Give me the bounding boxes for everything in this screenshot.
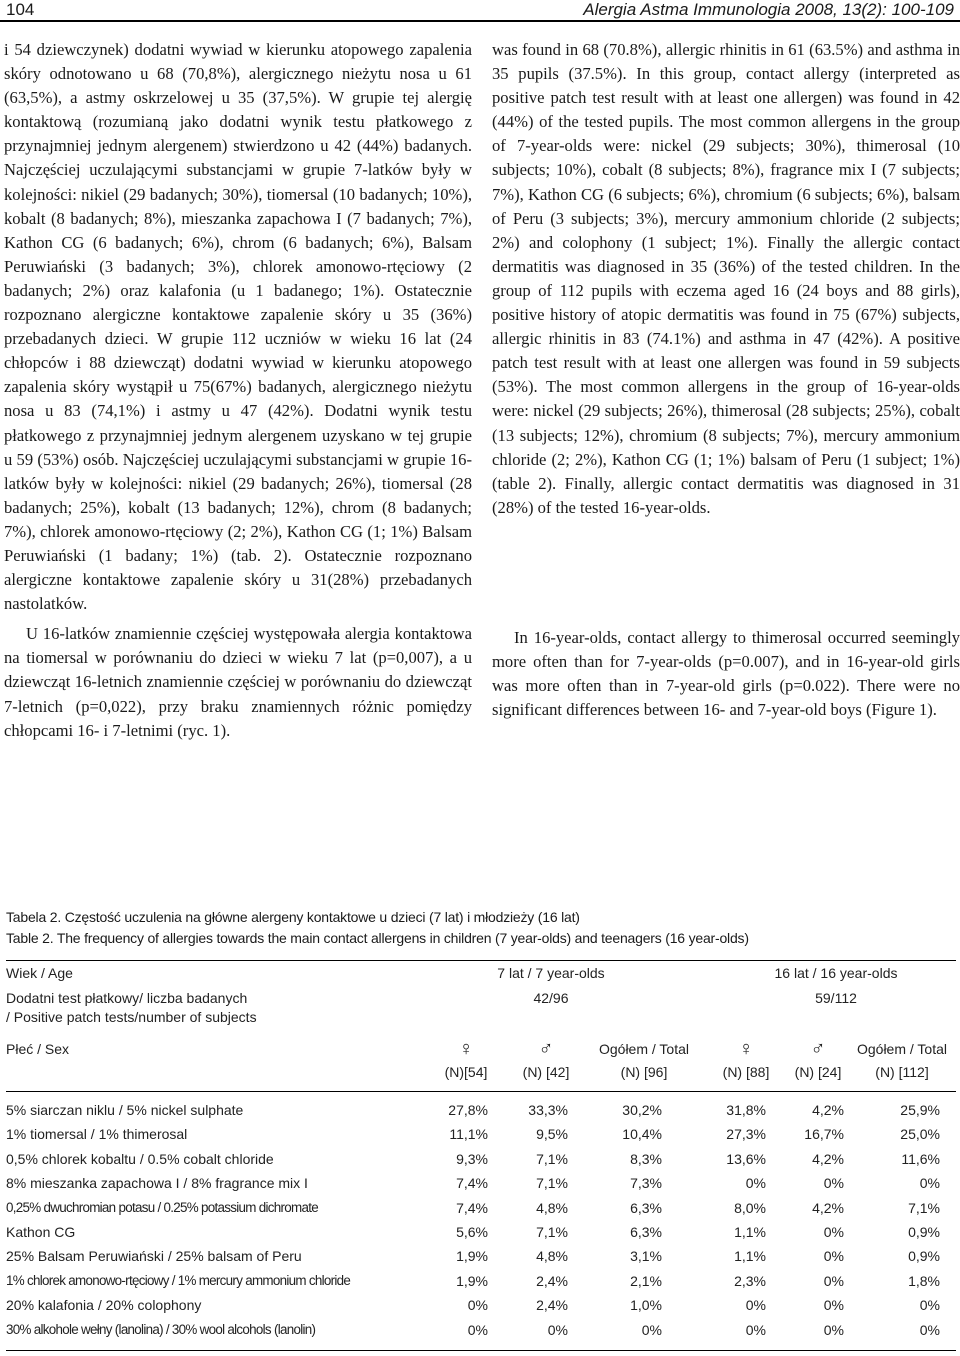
allergen-name: 20% kalafonia / 20% colophony — [6, 1297, 202, 1314]
table-cell: 0% — [745, 1175, 766, 1192]
table-cell: 11,6% — [901, 1150, 940, 1167]
table-body — [6, 1092, 956, 1350]
table-cell: 0% — [547, 1321, 568, 1338]
table-cell: 0% — [919, 1321, 940, 1338]
table-cell: 0,9% — [908, 1223, 940, 1240]
table-row — [6, 1246, 956, 1270]
table-cell: 4,8% — [536, 1199, 568, 1216]
right-paragraph-2: In 16-year-olds, contact allergy to thimerosal occurred seemingly more often than for 7-year-olds (p=0.007), and in 16-year-old girls was more often than in 7-year-old girls (p=0.022). There were no significant differences between 16- and 7-year-old boys (Figure 1). — [492, 627, 960, 720]
table-cell: 7,4% — [456, 1175, 488, 1192]
page-header — [0, 0, 960, 22]
female-7-icon: ♀ — [458, 1038, 474, 1060]
table-caption — [6, 907, 956, 949]
table-row — [6, 1222, 956, 1246]
left-paragraph-2: U 16-latków znamiennie częściej występowała alergia kontaktowa na tiomersal w porównaniu do dzieci w wieku 7 lat (p=0,007), a u dziewcząt 16-letnich znamiennie częściej w porównaniu do dziewcząt 7-letnich (p=0,022), przy braku znamiennych różnic pomiędzy chłopcami 16- i 7-letnimi (ryc. 1). — [4, 624, 472, 740]
table-cell: 8,3% — [630, 1150, 662, 1167]
total-16-label: Ogółem / Total — [856, 1041, 947, 1057]
table-cell: 7,1% — [536, 1223, 568, 1240]
table-row — [6, 1271, 956, 1295]
n-7-female: (N)[54] — [444, 1064, 488, 1080]
table-cell: 6,3% — [630, 1199, 662, 1216]
page-number: 104 — [6, 0, 35, 19]
table-cell: 7,4% — [456, 1199, 488, 1216]
allergen-name: Kathon CG — [6, 1223, 76, 1240]
table-cell: 0% — [823, 1272, 844, 1289]
table-cell: 4,8% — [536, 1248, 568, 1265]
table-cell: 11,1% — [449, 1126, 488, 1143]
left-column — [4, 38, 472, 743]
table-cell: 2,4% — [536, 1272, 568, 1289]
patch-16-value: 59/112 — [815, 990, 857, 1006]
table-caption-pl: Tabela 2. Częstość uczulenia na główne alergeny kontaktowe u dzieci (7 lat) i młodzieży (16 lat) — [6, 909, 580, 925]
table-cell: 33,3% — [528, 1102, 568, 1118]
table-cell: 7,1% — [536, 1150, 568, 1167]
table-cell: 10,4% — [622, 1126, 662, 1143]
table-cell: 0% — [919, 1297, 940, 1314]
table-cell: 27,3% — [726, 1126, 766, 1143]
table-cell: 0% — [823, 1175, 844, 1192]
table-cell: 9,3% — [456, 1150, 488, 1167]
allergen-name: 1% tiomersal / 1% thimerosal — [6, 1126, 188, 1143]
table-cell: 6,3% — [630, 1223, 662, 1240]
table-cell: 16,7% — [804, 1126, 844, 1143]
table-cell: 0% — [641, 1321, 662, 1338]
table-cell: 0% — [467, 1321, 488, 1338]
male-7-icon: ♂ — [538, 1038, 554, 1060]
patch-label-1: Dodatni test płatkowy/ liczba badanych — [6, 990, 248, 1006]
table-cell: 13,6% — [726, 1150, 766, 1167]
patch-7-value: 42/96 — [533, 990, 569, 1006]
table-cell: 8,0% — [734, 1199, 766, 1216]
patch-label-2: / Positive patch tests/number of subjects — [6, 1009, 257, 1025]
table-cell: 2,1% — [630, 1272, 662, 1289]
table-cell: 0% — [823, 1248, 844, 1265]
table-cell: 31,8% — [726, 1102, 766, 1118]
table-cell: 1,9% — [456, 1272, 488, 1289]
table-cell: 0% — [919, 1175, 940, 1192]
table-cell: 25,9% — [900, 1102, 940, 1118]
table-cell: 0% — [823, 1297, 844, 1314]
age-7-header: 7 lat / 7 year-olds — [497, 965, 605, 981]
table-cell: 4,2% — [812, 1199, 844, 1216]
n-7-male: (N) [42] — [522, 1064, 570, 1080]
table-cell: 9,5% — [536, 1126, 568, 1143]
age-label: Wiek / Age — [6, 965, 73, 981]
table-cell: 2,4% — [536, 1297, 568, 1314]
table-row — [6, 1124, 956, 1148]
table-cell: 7,1% — [536, 1175, 568, 1192]
allergen-name: 0,25% dwuchromian potasu / 0.25% potassium dichromate — [6, 1199, 318, 1215]
table-cell: 0,9% — [908, 1248, 940, 1265]
male-16-icon: ♂ — [810, 1038, 826, 1060]
journal-citation: Alergia Astma Immunologia 2008, 13(2): 100-109 — [583, 0, 954, 19]
right-column — [492, 38, 960, 722]
total-7-label: Ogółem / Total — [598, 1041, 689, 1057]
table-cell: 0% — [467, 1297, 488, 1314]
age-16-header: 16 lat / 16 year-olds — [774, 965, 898, 981]
n-16-female: (N) [88] — [722, 1064, 770, 1080]
table-patch-row — [6, 987, 956, 1035]
table-row — [6, 1295, 956, 1319]
table-age-row — [6, 961, 956, 987]
table-row — [6, 1198, 956, 1222]
table-cell: 30,2% — [622, 1102, 662, 1118]
table-cell: 1,0% — [630, 1297, 662, 1314]
allergen-name: 25% Balsam Peruwiański / 25% balsam of Peru — [6, 1248, 302, 1265]
table-cell: 0% — [823, 1321, 844, 1338]
allergen-name: 30% alkohole wełny (lanolina) / 30% wool alcohols (lanolin) — [6, 1321, 316, 1337]
n-16-male: (N) [24] — [794, 1064, 842, 1080]
female-16-icon: ♀ — [738, 1038, 754, 1060]
table-sex-row — [6, 1035, 956, 1091]
left-paragraph-1: i 54 dziewczynek) dodatni wywiad w kierunku atopowego zapalenia skóry odnotowano u 68 (70,8%), alergicznego nieżytu nosa u 61 (63,5%), a astmy oskrzelowej u 35 (37,5%). W grupie tej alergię kontaktową (rozumianą jako dodatni wynik testu płatkowego z przynajmniej jednym alergenem) stwierdzono u 42 (44%) badanych. Najczęściej uczulającymi substancjami w grupie 7-latków były w kolejności: nikiel (29 badanych; 30%), tiomersal (10 badanych; 10%), kobalt (8 badanych; 8%), mieszanka zapachowa I (7 badanych; 7%), Kathon CG (6 badanych; 6%), chrom (6 badanych; 6%), Balsam Peruwiański (3 badanych; 3%), chlorek amonowo-rtęciowy (2 badanych; 2%) oraz kalafonia (u 1 badanego; 1%). Ostatecznie rozpoznano alergiczne kontaktowe zapalenie skóry u 35 (36%) przebadanych dzieci. W grupie 112 uczniów w wieku 16 lat (24 chłopców i 88 dziewcząt) dodatni wywiad w kierunku atopowego zapalenia skóry wystąpił u 75(67%) badanych, alergicznego nieżytu nosa u 83 (74,1%) i astmy u 47 (42%). Dodatni wynik testu płatkowego z przynajmniej jednym alergenem uzyskano w tej grupie u 59 (53%) osób. Najczęściej uczulającymi substancjami w grupie 16-latków były w kolejności: nikiel (29 badanych; 26%), tiomersal (28 badanych; 25%), kobalt (13 badanych; 12%), chrom (8 badanych; 7%), chlorek amonowo-rtęciowy (2; 2%), Kathon CG (1; 1%) Balsam Peruwiański (1 badany; 1%) (tab. 2). Ostatecznie rozpoznano alergiczne kontaktowe zapalenie skóry u 31(28%) przebadanych nastolatków. — [4, 40, 472, 614]
allergen-name: 0,5% chlorek kobaltu / 0.5% cobalt chloride — [6, 1150, 274, 1167]
table-cell: 27,8% — [448, 1102, 488, 1118]
table-cell: 1,1% — [734, 1248, 766, 1265]
table-cell: 25,0% — [900, 1126, 940, 1143]
table-cell: 5,6% — [456, 1223, 488, 1240]
table-cell: 1,1% — [734, 1223, 766, 1240]
right-paragraph-1: was found in 68 (70.8%), allergic rhinitis in 61 (63.5%) and asthma in 35 pupils (37.5%). In this group, contact allergy (interpreted as positive patch test result with at least one allergen) was found in 42 (44%) of the tested pupils. The most common allergens in the group of 7-year-olds were: nickel (29 subjects; 30%), thimerosal (10 subjects; 10%), cobalt (8 subjects; 8%), fragrance mix I (7 subjects; 7%), Kathon CG (6 subjects; 6%), chromium (6 subjects; 6%), balsam of Peru (3 subjects; 3%), mercury ammonium chloride (2 subjects; 2%) and colophony (1 subject; 1%). Finally the allergic contact dermatitis was diagnosed in 35 (36%) of the tested children. In the group of 112 pupils with eczema aged 16 (24 boys and 88 girls), positive history of atopic dermatitis was found in 75 (67%) subjects, allergic rhinitis in 83 (74.1%) and asthma in 47 (42%). A positive patch test result with at least one allergen was found in 59 subjects (53%). The most common allergens in the group of 16-year-olds were: nickel (29 subjects; 26%), thimerosal (28 subjects; 25%), cobalt (13 subjects; 12%), chromium (8 subjects; 7%), mercury ammonium chloride (2; 2%), Kathon CG (1; 1%) balsam of Peru (1 subject; 1%) (table 2). Finally, allergic contact dermatitis was diagnosed in 31 (28%) of the tested 16-year-olds. — [492, 40, 960, 517]
table-cell: 4,2% — [812, 1150, 844, 1167]
table-cell: 7,3% — [630, 1175, 662, 1192]
table-cell: 0% — [745, 1297, 766, 1314]
allergen-name: 8% mieszanka zapachowa I / 8% fragrance mix I — [6, 1175, 308, 1192]
table-cell: 0% — [745, 1321, 766, 1338]
table-row — [6, 1320, 956, 1344]
allergen-name: 1% chlorek amonowo-rtęciowy / 1% mercury ammonium chloride — [6, 1272, 351, 1288]
table-cell: 2,3% — [734, 1272, 766, 1289]
table-cell: 0% — [823, 1223, 844, 1240]
n-7-total: (N) [96] — [620, 1064, 668, 1080]
table-cell: 3,1% — [630, 1248, 662, 1265]
table-row — [6, 1149, 956, 1173]
table-caption-en: Table 2. The frequency of allergies towards the main contact allergens in children (7 year-olds) and teenagers (16 year-olds) — [6, 930, 749, 946]
table-cell: 1,9% — [456, 1248, 488, 1265]
sex-label: Płeć / Sex — [6, 1041, 70, 1057]
n-16-total: (N) [112] — [875, 1064, 929, 1080]
table-row — [6, 1173, 956, 1197]
table-row — [6, 1100, 956, 1124]
allergen-table — [6, 960, 956, 1351]
table-cell: 4,2% — [812, 1102, 844, 1118]
table-cell: 1,8% — [908, 1272, 940, 1289]
table-cell: 7,1% — [908, 1199, 940, 1216]
allergen-name: 5% siarczan niklu / 5% nickel sulphate — [6, 1102, 244, 1118]
